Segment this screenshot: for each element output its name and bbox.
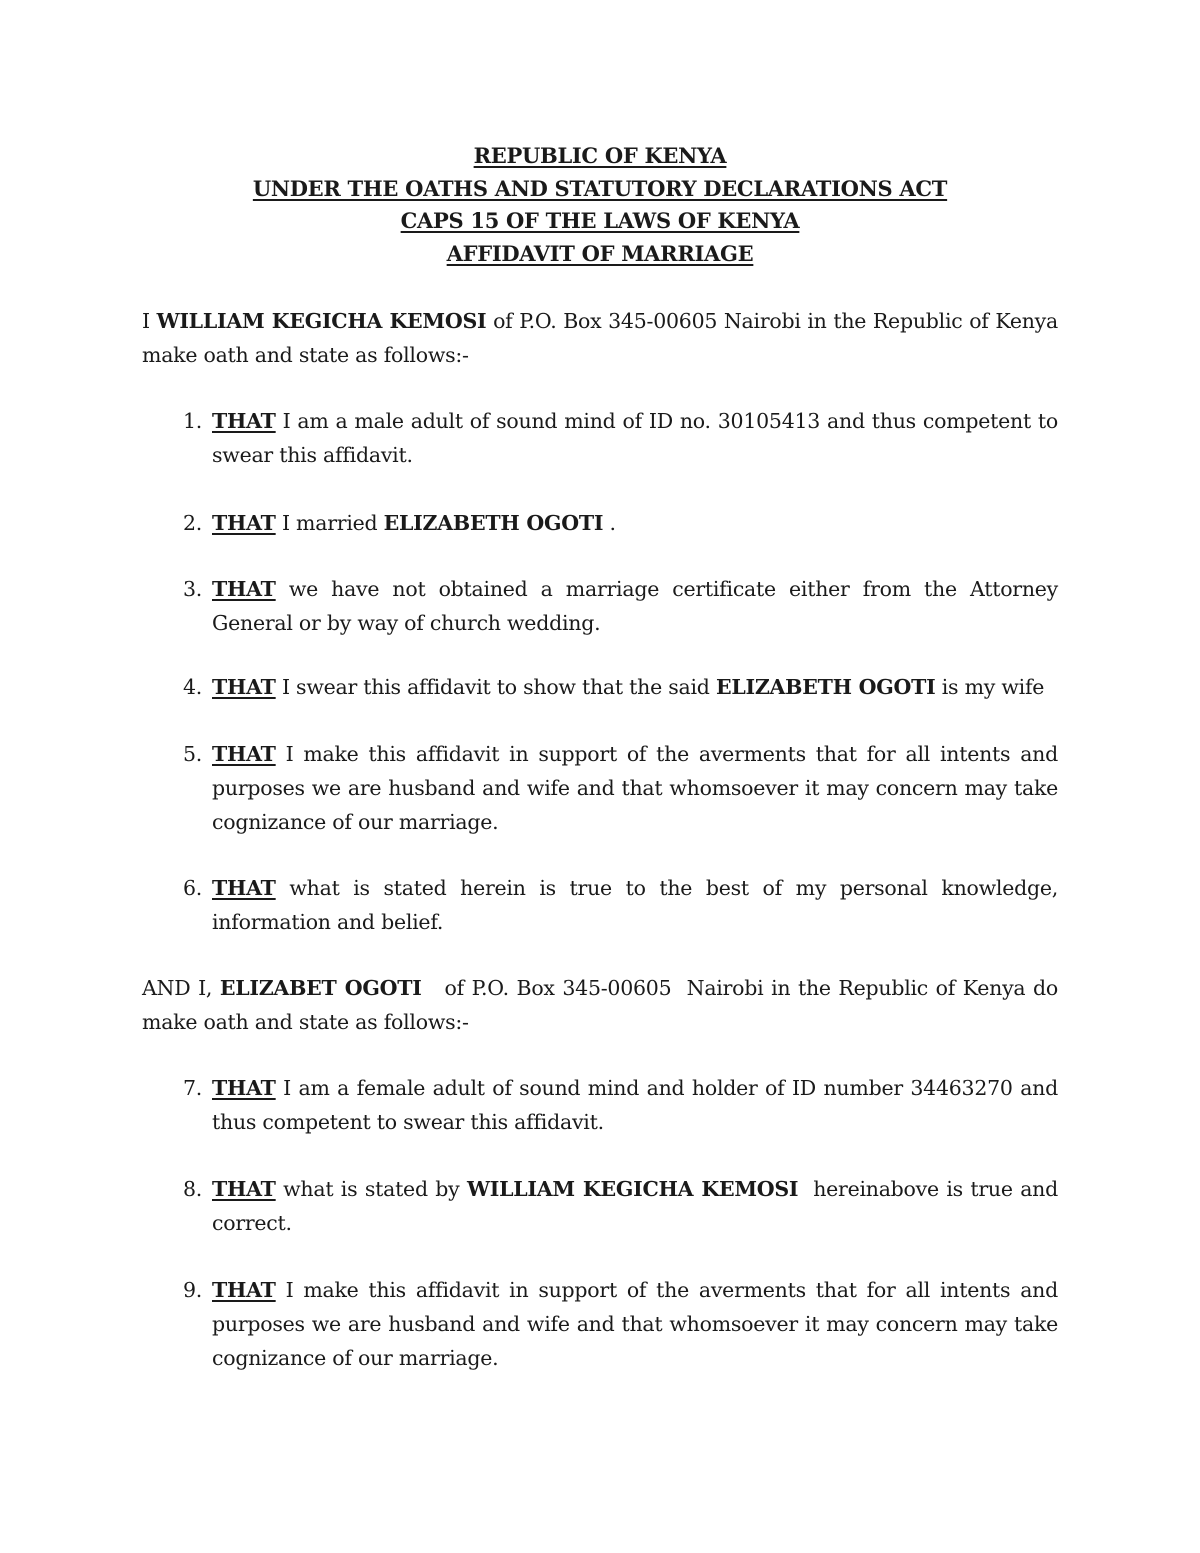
header-republic: REPUBLIC OF KENYA — [473, 143, 727, 168]
item-text-end: is my wife — [935, 675, 1045, 699]
intro-prefix: AND I, — [142, 976, 220, 1000]
list-item-8 — [142, 1172, 1065, 1240]
intro-prefix: I — [142, 309, 157, 333]
item-text-end: hereinabove is true and correct. — [212, 1177, 1065, 1235]
that-label: THAT — [212, 511, 276, 535]
that-label: THAT — [212, 409, 276, 433]
item-number: 8. — [182, 1177, 202, 1201]
husband-name: WILLIAM KEGICHA KEMOSI — [466, 1177, 799, 1201]
item-number: 1. — [182, 409, 202, 433]
item-text: what is stated herein is true to the best of my personal knowledge, information and belief. — [212, 876, 1058, 934]
wife-name: ELIZABETH OGOTI — [715, 675, 936, 699]
intro-paragraph-wife — [142, 971, 1065, 1039]
item-text: I am a male adult of sound mind of ID no. 30105413 and thus competent to swear this affidavit. — [212, 409, 1058, 467]
header-title: AFFIDAVIT OF MARRIAGE — [446, 240, 754, 266]
list-item-9 — [142, 1273, 1058, 1375]
intro-paragraph-husband — [142, 304, 1058, 372]
item-text: I am a female adult of sound mind and holder of ID number 34463270 and thus competent to swear this affidavit. — [212, 1076, 1058, 1134]
that-label: THAT — [212, 577, 276, 601]
item-number: 7. — [182, 1076, 202, 1100]
list-item-3 — [142, 572, 1058, 640]
item-number: 6. — [182, 876, 202, 900]
item-number: 2. — [182, 511, 202, 535]
wife-name: ELIZABET OGOTI — [219, 976, 422, 1000]
list-item-2 — [142, 506, 1058, 540]
list-item-6 — [142, 871, 1058, 939]
item-number: 3. — [182, 577, 202, 601]
item-number: 9. — [182, 1278, 202, 1302]
husband-name: WILLIAM KEGICHA KEMOSI — [156, 309, 487, 333]
item-number: 4. — [182, 675, 202, 699]
that-label: THAT — [212, 1177, 276, 1201]
item-text: I make this affidavit in support of the averments that for all intents and purposes we are husband and wife and that whomsoever it may concern may take cognizance of our marriage. — [212, 742, 1058, 834]
list-item-4 — [142, 670, 1058, 704]
intro-rest: of P.O. Box 345-00605 Nairobi in the Republic of Kenya make oath and state as follows:- — [142, 309, 1058, 367]
intro-rest: of P.O. Box 345-00605 Nairobi in the Republic of Kenya do make oath and state as follows:- — [142, 976, 1065, 1034]
that-label: THAT — [212, 1278, 276, 1302]
item-number: 5. — [182, 742, 202, 766]
that-label: THAT — [212, 1076, 276, 1100]
list-item-1 — [142, 404, 1058, 472]
item-text: I swear this affidavit to show that the said — [275, 675, 716, 699]
that-label: THAT — [212, 675, 276, 699]
header-act: UNDER THE OATHS AND STATUTORY DECLARATIONS ACT — [252, 175, 948, 201]
item-text: I married — [275, 511, 384, 535]
wife-name: ELIZABETH OGOTI — [383, 511, 604, 535]
item-text: what is stated by — [275, 1177, 467, 1201]
list-item-5 — [142, 737, 1058, 839]
header-caps: CAPS 15 OF THE LAWS OF KENYA — [400, 208, 800, 233]
document-header — [0, 140, 1200, 270]
that-label: THAT — [212, 876, 276, 900]
item-text: I make this affidavit in support of the averments that for all intents and purposes we are husband and wife and that whomsoever it may concern may take cognizance of our marriage. — [212, 1278, 1058, 1370]
that-label: THAT — [212, 742, 276, 766]
list-item-7 — [142, 1071, 1058, 1139]
item-text-end: . — [603, 511, 616, 535]
item-text: we have not obtained a marriage certificate either from the Attorney General or by way of church wedding. — [212, 577, 1058, 635]
